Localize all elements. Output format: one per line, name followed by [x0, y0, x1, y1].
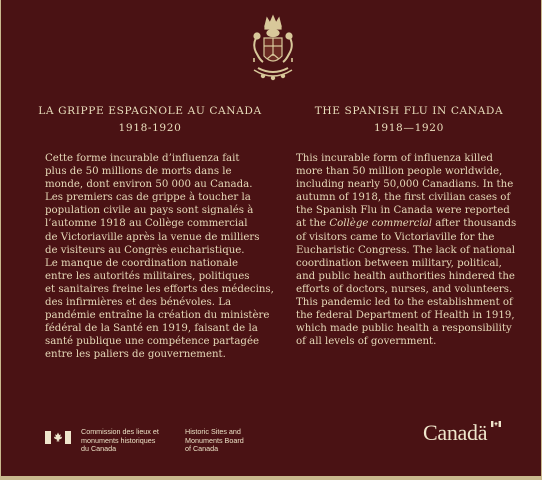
footer-line: of Canada: [185, 444, 219, 454]
body-line: autumn of 1918, the first civilian cases of: [296, 192, 511, 204]
body-line: et sanitaires freine les efforts des médecins,: [45, 283, 274, 295]
french-title-years: 1918-1920: [118, 122, 182, 134]
french-title: [35, 103, 265, 137]
body-line: Cette forme incurable d’influenza fait: [45, 153, 240, 164]
body-line-college: [296, 217, 536, 230]
canada-wordmark: Canadä: [423, 420, 488, 445]
body-line: coordination between military, political,: [296, 257, 502, 269]
body-line: the federal Department of Health in 1919,: [296, 310, 515, 322]
footer-line: monuments historiques: [81, 435, 156, 445]
body-line: des infirmières et des bénévoles. La: [45, 297, 232, 309]
board-name-english: [185, 428, 244, 454]
english-body-text: [296, 152, 536, 348]
body-line: entre les paliers de gouvernement.: [45, 349, 226, 361]
body-line: efforts of doctors, nurses, and volunteers.: [296, 283, 513, 295]
body-line: the Spanish Flu in Canada were reported: [296, 205, 510, 217]
royal-coat-of-arms-icon: [248, 12, 298, 84]
body-line: Le manque de coordination nationale: [45, 257, 239, 269]
body-line: which made public health a responsibility: [296, 323, 512, 335]
board-name-french: [81, 428, 159, 454]
body-line: including nearly 50,000 Canadians. In the: [296, 179, 514, 191]
body-line: more than 50 million people worldwide,: [296, 166, 503, 178]
body-line: santé publique une compétence partagée: [45, 336, 260, 348]
body-line: fédéral de la Santé en 1919, faisant de la: [45, 323, 258, 335]
english-title-years: 1918—1920: [374, 122, 444, 134]
body-line: l’automne 1918 au Collège commercial: [45, 218, 248, 230]
body-line: plus de 50 millions de morts dans le: [45, 166, 232, 178]
college-name-italic: Collège commercial: [329, 218, 432, 230]
body-line: population civile au pays sont signalés à: [45, 205, 254, 217]
body-line: pandémie entraîne la création du ministère: [45, 310, 270, 322]
body-line: entre les autorités militaires, politiques: [45, 270, 250, 282]
body-line: of visitors came to Victoriaville for the: [296, 231, 495, 243]
footer-line: Commission des lieux et: [81, 427, 159, 436]
body-line: This pandemic led to the establishment of: [296, 297, 513, 309]
body-line: Les premiers cas de grippe à toucher la: [45, 192, 251, 204]
body-line: monde, dont environ 50 000 au Canada.: [45, 179, 253, 191]
body-line: de visiteurs au Congrès eucharistique.: [45, 244, 245, 256]
english-title: [294, 103, 524, 137]
wordmark-flag-icon: [491, 421, 501, 427]
body-line-college-suffix: after thousands: [431, 218, 517, 230]
french-title-name: LA GRIPPE ESPAGNOLE AU CANADA: [38, 105, 262, 117]
footer-line: Historic Sites and: [185, 427, 241, 436]
body-line: de Victoriaville après la venue de milliers: [45, 231, 260, 243]
body-line: and public health authorities hindered the: [296, 270, 515, 282]
footer-line: Monuments Board: [185, 435, 244, 445]
body-line: Eucharistic Congress. The lack of national: [296, 244, 516, 256]
body-line: This incurable form of influenza killed: [296, 153, 493, 164]
footer-line: du Canada: [81, 444, 117, 454]
english-title-name: THE SPANISH FLU IN CANADA: [314, 105, 504, 117]
body-line-college-prefix: at the: [296, 218, 330, 230]
canada-flag-icon: [45, 431, 71, 444]
body-line: of all levels of government.: [296, 336, 437, 348]
french-body-text: [45, 152, 285, 362]
